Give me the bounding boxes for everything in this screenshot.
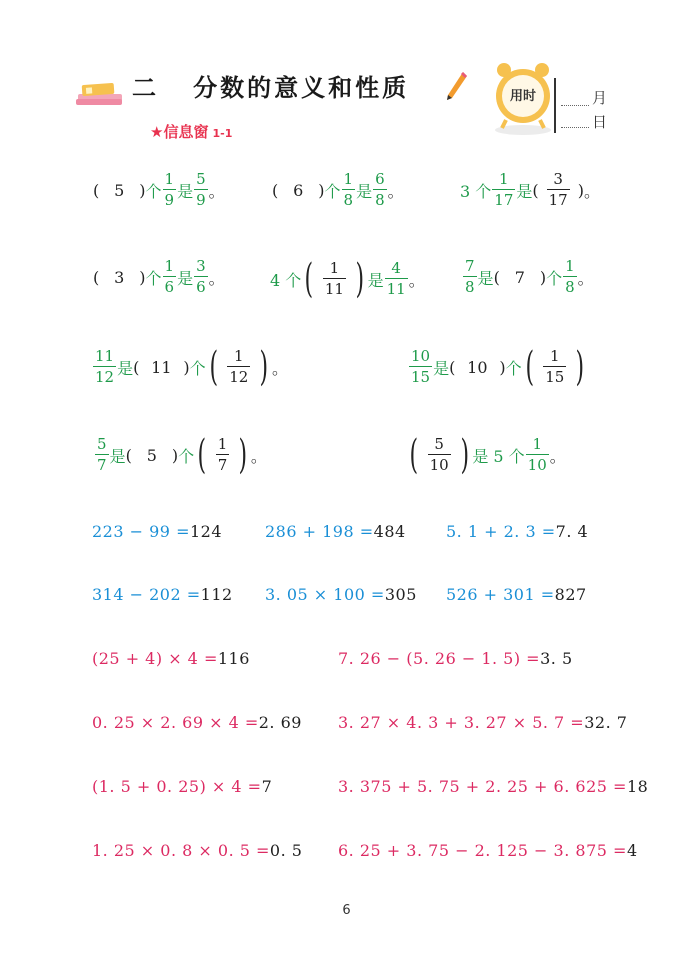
fraction-item: 4 个 ( 1 11 ) 是 4 11 。 <box>270 256 425 302</box>
fraction-item: 3 个 1 17 是 ( 3 17 ) 。 <box>460 170 600 209</box>
subtitle: ★信息窗 1-1 <box>150 123 233 141</box>
star-icon: ★ <box>150 123 164 141</box>
clock-label: 用时 <box>509 89 536 104</box>
fraction-item: ( 6 ) 个 1 8 是 6 8 。 <box>272 170 404 209</box>
simplify-item: 6. 25 + 3. 75 − 2. 125 − 3. 875 =4 <box>338 841 638 860</box>
simplify-item: (25 + 4) × 4 =116 <box>92 649 250 668</box>
simplify-item: 7. 26 − (5. 26 − 1. 5) =3. 5 <box>338 649 573 668</box>
simplify-item: 1. 25 × 0. 8 × 0. 5 =0. 5 <box>92 841 303 860</box>
calc-item: 223 − 99 =124 <box>92 522 223 541</box>
calc-item: 526 + 301 =827 <box>446 585 587 604</box>
fraction-item: 5 7 是 ( 5 ) 个 ( 1 7 ) 。 <box>97 432 267 478</box>
month-label: 月 <box>592 89 608 107</box>
books-icon <box>74 78 126 108</box>
day-blank <box>561 127 589 128</box>
simplify-item: 0. 25 × 2. 69 × 4 =2. 69 <box>92 713 302 732</box>
calc-item: 286 + 198 =484 <box>265 522 406 541</box>
section-title: 二 分数的意义和性质 <box>132 74 410 102</box>
date-divider <box>554 78 556 133</box>
fraction-item: 11 12 是 ( 11 ) 个 ( 1 12 ) 。 <box>95 344 288 390</box>
fraction-item: ( 5 10 ) 是 5 个 1 10 。 <box>409 432 566 478</box>
simplify-item: 3. 375 + 5. 75 + 2. 25 + 6. 625 =18 <box>338 777 649 796</box>
day-label: 日 <box>592 113 608 131</box>
fraction-item: 10 15 是 ( 10 ) 个 ( 1 15 ) <box>411 344 585 390</box>
page-number: 6 <box>342 903 351 918</box>
calc-item: 3. 05 × 100 =305 <box>265 585 417 604</box>
pencil-icon <box>443 70 469 104</box>
calc-item: 314 − 202 =112 <box>92 585 233 604</box>
month-blank <box>561 105 589 106</box>
fraction-item: ( 5 ) 个 1 9 是 5 9 。 <box>93 170 225 209</box>
simplify-item: (1. 5 + 0. 25) × 4 =7 <box>92 777 273 796</box>
fraction-item: ( 3 ) 个 1 6 是 3 6 。 <box>93 257 225 296</box>
fraction-item: 7 8 是 ( 7 ) 个 1 8 。 <box>465 257 594 296</box>
calc-item: 5. 1 + 2. 3 =7. 4 <box>446 522 589 541</box>
simplify-item: 3. 27 × 4. 3 + 3. 27 × 5. 7 =32. 7 <box>338 713 628 732</box>
